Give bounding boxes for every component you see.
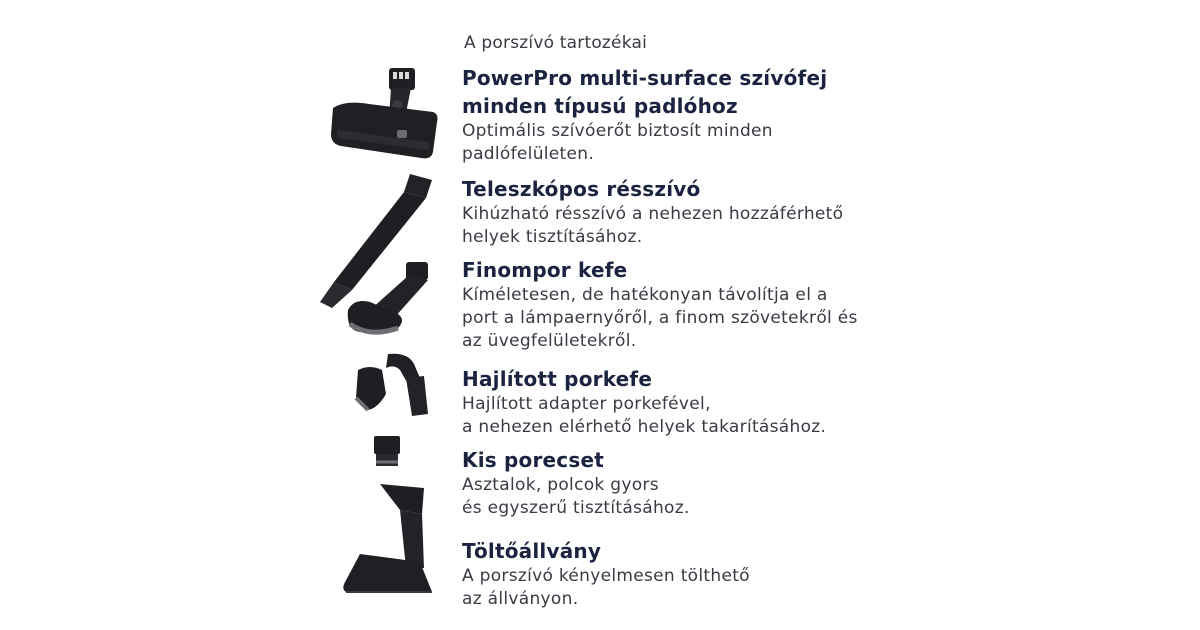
page-heading: A porszívó tartozékai bbox=[464, 33, 647, 53]
accessory-item-small-brush bbox=[462, 446, 690, 520]
accessory-title bbox=[462, 175, 843, 203]
floor-nozzle-icon bbox=[325, 60, 445, 170]
accessory-desc-line: Kíméletesen, de hatékonyan távolítja el a bbox=[462, 285, 828, 305]
accessory-title bbox=[462, 365, 826, 393]
accessory-desc-line: Hajlított adapter porkefével, bbox=[462, 394, 711, 414]
accessory-title-line: Teleszkópos résszívó bbox=[462, 177, 701, 201]
accessory-desc-line: port a lámpaernyőről, a finom szövetekről és bbox=[462, 308, 858, 328]
accessory-description bbox=[462, 393, 826, 439]
accessory-desc-line: Optimális szívóerőt biztosít minden bbox=[462, 121, 773, 141]
small-brush-icon bbox=[368, 432, 408, 472]
accessory-description bbox=[462, 120, 827, 166]
accessory-item-charging-stand bbox=[462, 537, 750, 611]
accessory-title-line: Kis porecset bbox=[462, 448, 604, 472]
accessory-desc-line: az üvegfelületekről. bbox=[462, 331, 637, 351]
accessory-title-line: Finompor kefe bbox=[462, 258, 628, 282]
accessory-desc-line: a nehezen elérhető helyek takarításához. bbox=[462, 417, 827, 437]
accessory-desc-line: Kihúzható résszívó a nehezen hozzáférhető bbox=[462, 204, 844, 224]
angled-brush-icon bbox=[348, 350, 438, 430]
accessory-item-angled-brush bbox=[462, 365, 826, 439]
accessory-desc-line: Asztalok, polcok gyors bbox=[462, 475, 659, 495]
accessory-desc-line: padlófelületen. bbox=[462, 144, 595, 164]
accessory-desc-line: A porszívó kényelmesen tölthető bbox=[462, 566, 750, 586]
accessory-title-line: minden típusú padlóhoz bbox=[462, 94, 738, 118]
accessory-description bbox=[462, 203, 843, 249]
accessory-desc-line: helyek tisztításához. bbox=[462, 227, 643, 247]
accessory-item-crevice-tool bbox=[462, 175, 843, 249]
dusting-brush-icon bbox=[340, 258, 440, 338]
accessory-title bbox=[462, 256, 858, 284]
accessory-item-dusting-brush bbox=[462, 256, 858, 353]
accessory-title-line: Hajlított porkefe bbox=[462, 367, 653, 391]
accessory-title-line: Töltőállvány bbox=[462, 539, 602, 563]
accessory-description bbox=[462, 284, 858, 353]
accessory-title bbox=[462, 446, 690, 474]
accessory-title bbox=[462, 537, 750, 565]
charging-stand-icon bbox=[340, 480, 440, 600]
accessory-title bbox=[462, 64, 827, 120]
accessory-desc-line: az állványon. bbox=[462, 589, 579, 609]
accessory-description bbox=[462, 474, 690, 520]
accessory-desc-line: és egyszerű tisztításához. bbox=[462, 498, 690, 518]
accessory-item-floor-nozzle bbox=[462, 64, 827, 166]
accessory-title-line: PowerPro multi-surface szívófej bbox=[462, 66, 828, 90]
accessory-description bbox=[462, 565, 750, 611]
